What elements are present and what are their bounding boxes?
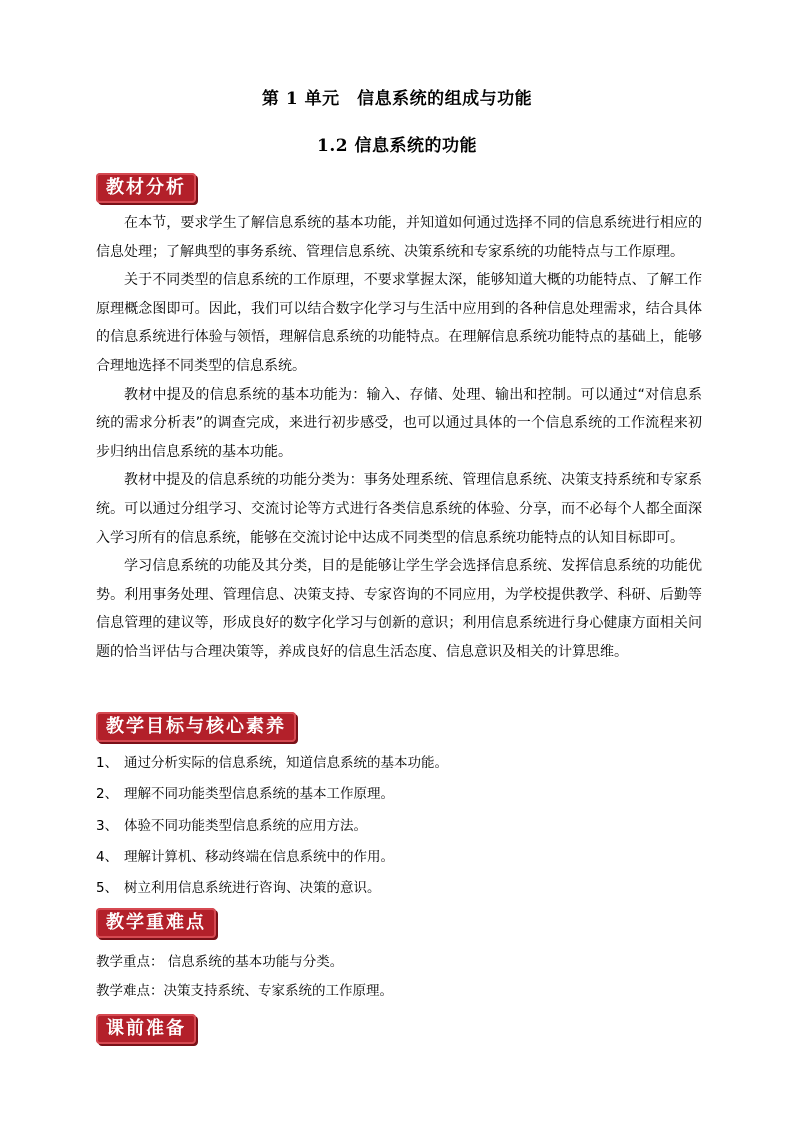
goal-number: 4、 bbox=[96, 848, 119, 865]
analysis-paragraph: 教材中提及的信息系统的功能分类为：事务处理系统、管理信息系统、决策支持系统和专家系统。可以通过分组学习、交流讨论等方式进行各类信息系统的体验、分享，而不必每个人都全面深入学习所有的信息系统，能够在交流讨论中达成不同类型的信息系统功能特点的认知目标即可。 bbox=[96, 472, 702, 546]
analysis-paragraph: 教材中提及的信息系统的基本功能为：输入、存储、处理、输出和控制。可以通过“对信息系统的需求分析表”的调查完成，来进行初步感受，也可以通过具体的一个信息系统的工作流程来初步归纳出信息系统的基本功能。 bbox=[96, 386, 702, 460]
analysis-paragraph: 关于不同类型的信息系统的工作原理，不要求掌握太深，能够知道大概的功能特点、了解工作原理概念图即可。因此，我们可以结合数字化学习与生活中应用到的各种信息处理需求，结合具体的信息系统进行体验与领悟，理解信息系统的功能特点。在理解信息系统功能特点的基础上，能够合理地选择不同类型的信息系统。 bbox=[96, 272, 702, 374]
goal-number: 3、 bbox=[96, 817, 119, 834]
goal-item bbox=[96, 779, 716, 810]
goal-item bbox=[96, 842, 716, 873]
teaching-focus: 教学重点： 信息系统的基本功能与分类。 bbox=[96, 954, 344, 970]
key-points-body bbox=[96, 948, 716, 1006]
lesson-title: 1.2 信息系统的功能 bbox=[317, 136, 477, 156]
goal-item bbox=[96, 811, 716, 842]
goal-text: 通过分析实际的信息系统，知道信息系统的基本功能。 bbox=[124, 755, 448, 771]
unit-title: 第 1 单元 信息系统的组成与功能 bbox=[261, 89, 533, 109]
analysis-paragraph: 学习信息系统的功能及其分类，目的是能够让学生学会选择信息系统、发挥信息系统的功能优势。利用事务处理、管理信息、决策支持、专家咨询的不同应用，为学校提供教学、科研、后勤等信息管理的建议等，形成良好的数字化学习与创新的意识；利用信息系统进行身心健康方面相关问题的恰当评估与合理决策等，养成良好的信息生活态度、信息意识及相关的计算思维。 bbox=[96, 558, 702, 660]
goal-text: 体验不同功能类型信息系统的应用方法。 bbox=[124, 817, 367, 834]
section-badge-analysis: 教材分析 bbox=[96, 173, 196, 203]
analysis-paragraph: 在本节，要求学生了解信息系统的基本功能，并知道如何通过选择不同的信息系统进行相应的信息处理；了解典型的事务系统、管理信息系统、决策系统和专家系统的功能特点与工作原理。 bbox=[96, 215, 702, 260]
goal-text: 树立利用信息系统进行咨询、决策的意识。 bbox=[124, 880, 381, 897]
goal-number: 2、 bbox=[96, 786, 119, 803]
goal-text: 理解计算机、移动终端在信息系统中的作用。 bbox=[124, 848, 394, 865]
goals-list bbox=[96, 748, 716, 904]
goal-number: 5、 bbox=[96, 880, 119, 897]
analysis-body bbox=[96, 209, 702, 667]
goal-item bbox=[96, 748, 716, 779]
goal-item bbox=[96, 873, 716, 904]
goal-number: 1、 bbox=[96, 755, 119, 771]
section-badge-preparation: 课前准备 bbox=[96, 1014, 196, 1044]
teaching-difficulty: 教学难点：决策支持系统、专家系统的工作原理。 bbox=[96, 983, 393, 999]
goal-text: 理解不同功能类型信息系统的基本工作原理。 bbox=[124, 786, 394, 803]
section-badge-key-points: 教学重难点 bbox=[96, 908, 216, 938]
section-badge-goals: 教学目标与核心素养 bbox=[96, 712, 296, 742]
